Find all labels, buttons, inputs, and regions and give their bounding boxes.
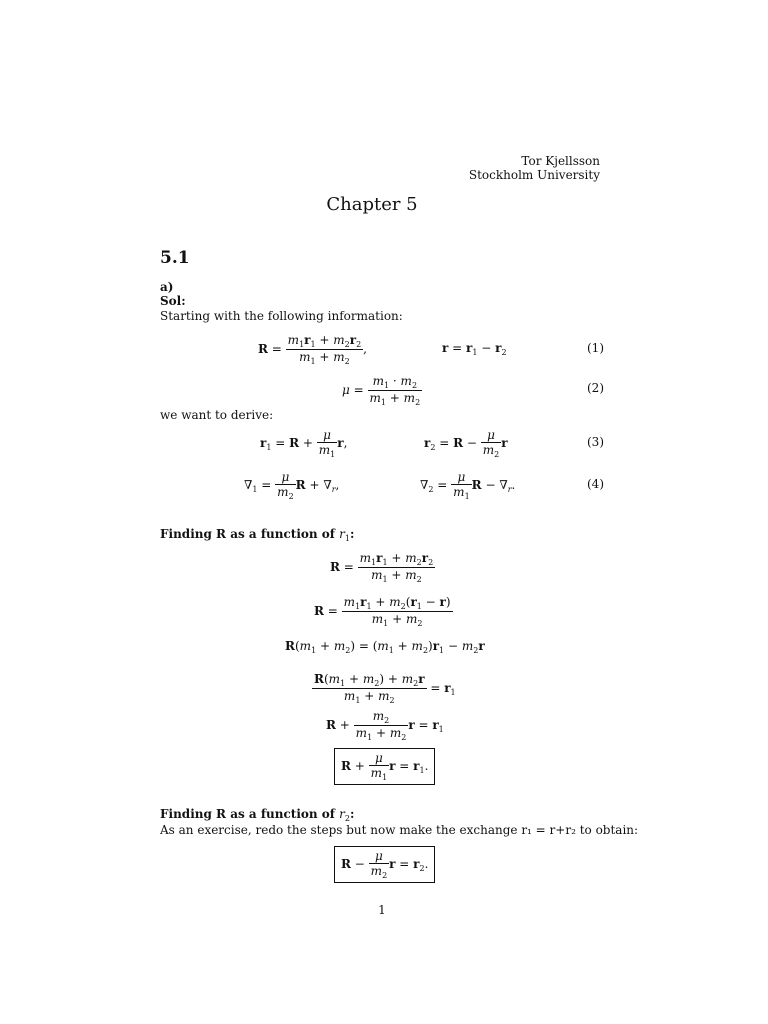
derivation-step-2: R = $\frac{m_1r_1 + m_2(r_1 - r)}{m_1 + m_2}$: [314, 595, 451, 628]
derivation-step-3: $R(m_1 + m_2) = (m_1 + m_2)r_1 - m_2r$: [285, 639, 485, 655]
equation-mu-definition: μ = $\frac{m_1 \cdot m_2}{m_1 + m_2}$: [342, 374, 421, 407]
equation-nabla1: $\nabla_1$ = $\frac{\mu}{m_2}$ $R + \nabla_r$,: [244, 470, 340, 501]
derivation-step-4: $\frac{R(m_1 + m_2) + m_2r}{m_1 + m_2}$ = $r_1$: [314, 672, 456, 705]
equation-R-definition: R = $\frac{m_1r_1 + m_2r_2}{m_1 + m_2}$ ,: [258, 333, 367, 366]
exercise-text: As an exercise, redo the steps but now make the exchange r₁ = r+r₂ to obtain:: [160, 823, 639, 837]
result-box-r1: R + $\frac{\mu}{m_1}$ $r = r_1$.: [334, 748, 435, 785]
section-heading: 5.1: [160, 248, 190, 268]
equation-nabla2: $\nabla_2$ = $\frac{\mu}{m_1}$ $R - \nabla_r$.: [420, 470, 516, 501]
equation-r1: $r_1 = R$ + $\frac{\mu}{m_1}$ r,: [260, 428, 348, 459]
finding-r1-heading: Finding R as a function of $r_1$:: [160, 527, 355, 543]
equation-number-3: (3): [587, 435, 604, 449]
derive-text: we want to derive:: [160, 408, 274, 422]
equation-number-4: (4): [587, 477, 604, 491]
derivation-step-5: R + $\frac{m_2}{m_1 + m_2}$ $r = r_1$: [326, 709, 444, 742]
sol-label: Sol:: [160, 294, 186, 308]
equation-number-2: (2): [587, 381, 604, 395]
result-box-r2: R − $\frac{\mu}{m_2}$ $r = r_2$.: [334, 846, 435, 883]
equation-number-1: (1): [587, 341, 604, 355]
intro-text: Starting with the following information:: [160, 309, 403, 323]
affiliation: Stockholm University: [468, 168, 600, 182]
part-label: a): [160, 280, 174, 294]
equation-r2: $r_2 = R$ − $\frac{\mu}{m_2}$ r: [424, 428, 508, 459]
chapter-title: Chapter 5: [326, 194, 418, 215]
equation-r-definition: $r = r_1 - r_2$: [442, 341, 507, 357]
finding-r2-heading: Finding R as a function of $r_2$:: [160, 807, 355, 823]
author-name: Tor Kjellsson: [521, 154, 600, 168]
derivation-step-1: R = $\frac{m_1r_1 + m_2r_2}{m_1 + m_2}$: [330, 551, 434, 584]
page-number: 1: [378, 903, 386, 917]
